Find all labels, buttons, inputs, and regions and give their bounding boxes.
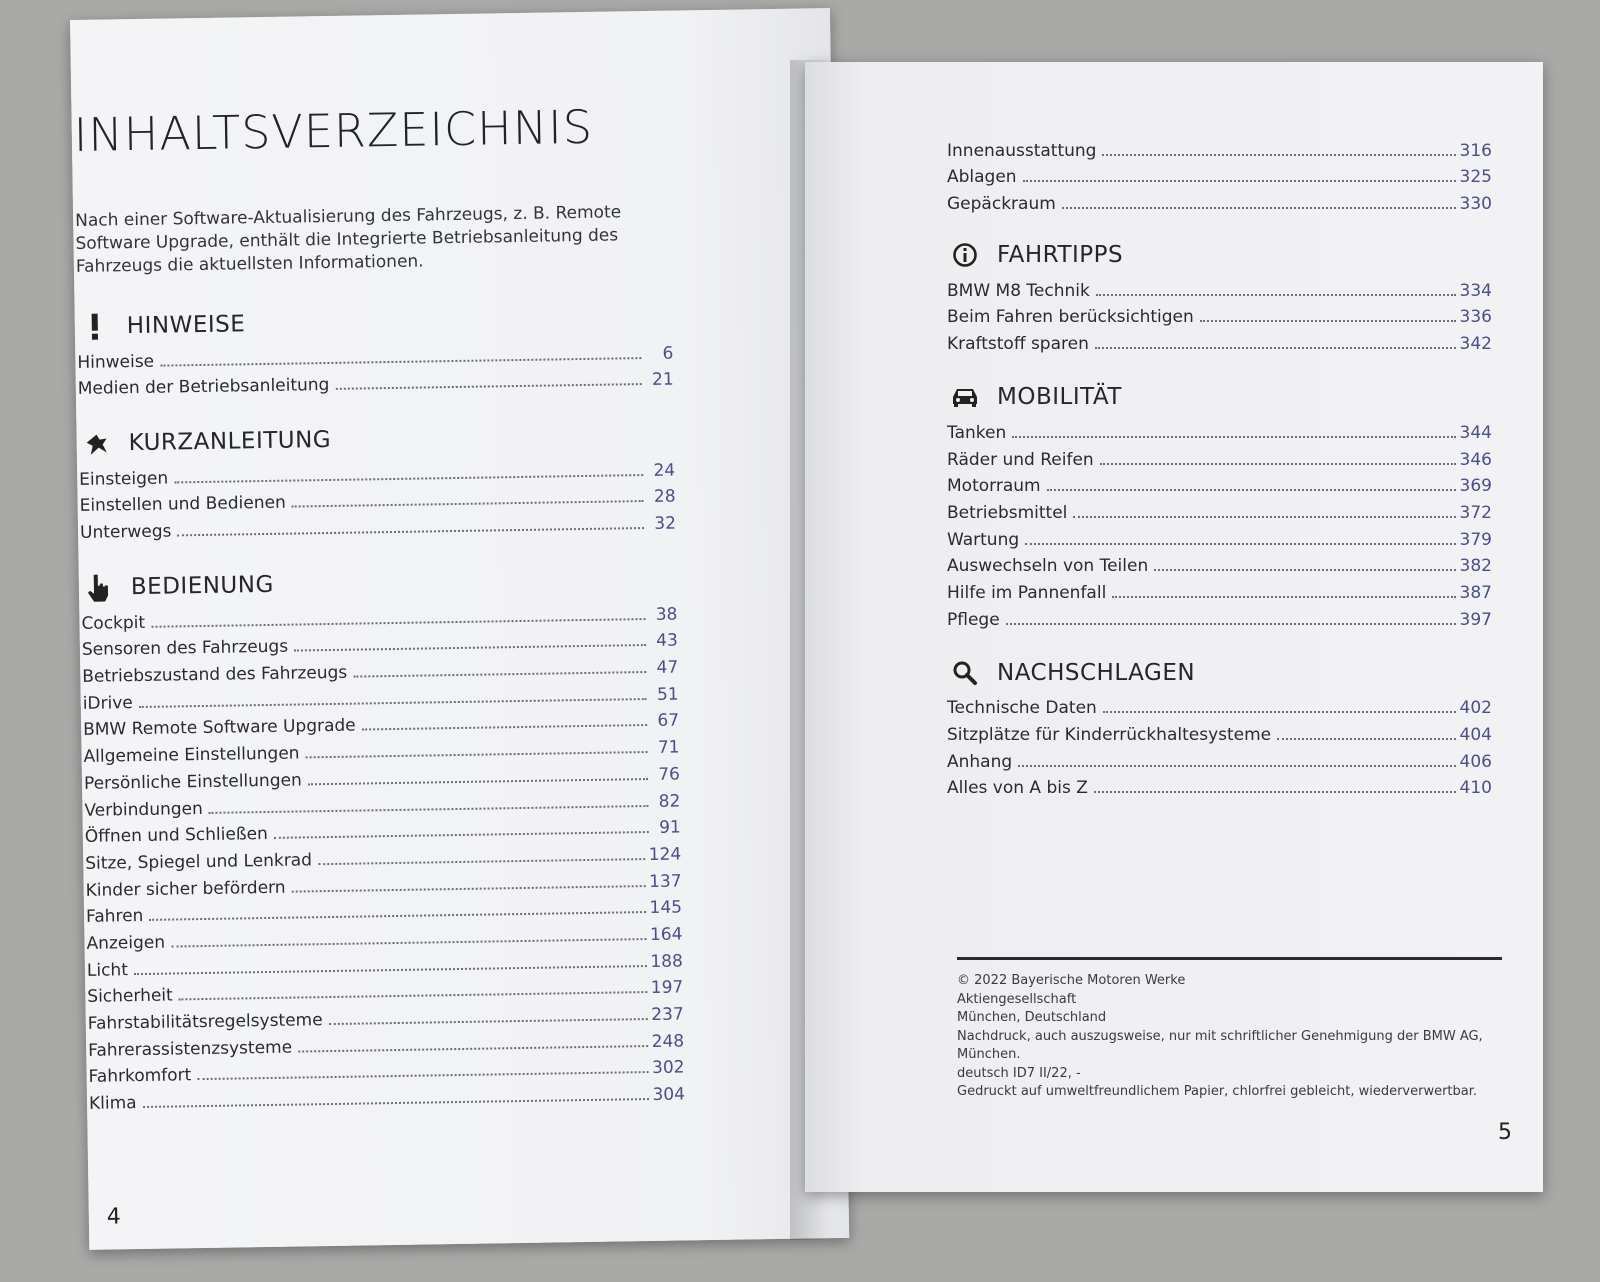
toc-entry[interactable]: Ablagen 325 [947,167,1492,188]
hand-pointer-icon [81,572,117,603]
page-number-left: 4 [106,1204,122,1230]
toc-entry[interactable]: Allgemeine Einstellungen 71 [83,737,680,768]
info-circle-icon [947,242,983,268]
section-heading: BEDIENUNG [130,571,275,601]
section-bedienung [81,560,685,1114]
toc-entry[interactable]: Pflege 397 [947,609,1492,630]
toc-entry[interactable]: Wartung 379 [947,529,1492,550]
toc-entry[interactable]: Technische Daten 402 [947,698,1492,719]
toc-entry[interactable]: Fahren 145 [85,897,683,928]
imprint-line: deutsch ID7 II/22, - [957,1065,1081,1081]
toc-entry[interactable]: Räder und Reifen 346 [947,449,1492,470]
section-heading: MOBILITÄT [997,384,1122,411]
toc-entry[interactable]: iDrive 51 [82,684,679,714]
intro-text: Nach einer Software-Aktualisierung des Fahrzeugs, z. B. Remote Software Upgrade, enthält die Integrierte Betriebsanleitung des Fahrzeugs die aktuellsten Informationen. [74,202,622,277]
toc-entry[interactable]: Sitze, Spiegel und Lenkrad 124 [85,844,682,874]
imprint-line: Aktiengesellschaft [957,991,1077,1007]
toc-entry[interactable]: Sensoren des Fahrzeugs 43 [81,630,678,661]
left-page [70,8,849,1250]
toc-entry[interactable]: Unterwegs 32 [79,513,677,543]
toc-entry[interactable]: Hilfe im Pannenfall 387 [947,582,1492,603]
toc-entry[interactable]: Kraftstoff sparen 342 [947,334,1492,355]
toc-entry[interactable]: Cockpit 38 [81,604,678,634]
imprint-line: Gedruckt auf umweltfreundlichem Papier, chlorfrei gebleicht, wiederverwertbar. [957,1084,1478,1099]
toc-entry[interactable]: Sicherheit 197 [87,977,684,1008]
toc-entry[interactable]: Innenausstattung 316 [947,140,1492,161]
toc-entry[interactable]: Klima 304 [88,1084,686,1114]
section-heading: FAHRTIPPS [997,242,1124,269]
imprint [957,972,1517,1102]
toc-entry[interactable]: Verbindungen 82 [84,791,681,821]
section-heading: NACHSCHLAGEN [997,659,1196,686]
imprint-line: Nachdruck, auch auszugsweise, nur mit schriftlicher Genehmigung der BMW AG, [957,1028,1483,1044]
magnifier-icon [947,660,983,686]
toc-entry[interactable]: Fahrerassistenzsysteme 248 [88,1031,685,1061]
toc-entry[interactable]: Sitzplätze für Kinderrückhaltesysteme 404 [947,725,1492,745]
toc-entry[interactable]: Auswechseln von Teilen 382 [947,556,1492,577]
imprint-line: © 2022 Bayerische Motoren Werke [957,973,1186,988]
toc-entry[interactable]: Alles von A bis Z 410 [947,778,1492,799]
toc-entry[interactable]: Hinweise 6 [77,343,674,373]
toc-entry[interactable]: Tanken 344 [947,422,1492,443]
toc-entry[interactable]: Betriebsmittel 372 [947,502,1492,523]
section-heading: HINWEISE [126,311,246,340]
toc-entry[interactable]: Einsteigen 24 [79,460,676,490]
toc-entry[interactable]: Medien der Betriebsanleitung 21 [77,369,674,400]
toc-entry[interactable]: Beim Fahren berücksichtigen 336 [947,307,1492,328]
exclamation-icon [77,312,113,341]
toc-entry[interactable]: Anzeigen 164 [86,924,683,954]
pin-icon [78,430,114,457]
continued-entries [947,134,1492,214]
page-title: INHALTSVERZEICHNIS [73,99,594,162]
page-number-right: 5 [1498,1120,1512,1145]
section-mobilitaet [947,378,1492,630]
toc-entry[interactable]: BMW Remote Software Upgrade 67 [83,710,680,741]
toc-entry[interactable]: Fahrstabilitätsregelsysteme 237 [87,1004,684,1034]
section-heading: KURZANLEITUNG [128,426,332,457]
imprint-line: München, Deutschland [957,1010,1107,1025]
toc-entry[interactable]: Fahrkomfort 302 [88,1057,685,1088]
toc-entry[interactable]: Betriebszustand des Fahrzeugs 47 [82,657,679,687]
imprint-divider [957,957,1502,960]
toc-entry[interactable]: Kinder sicher befördern 137 [85,871,682,901]
car-icon [947,386,983,408]
toc-entry[interactable]: Motorraum 369 [947,476,1492,497]
toc-entry[interactable]: Gepäckraum 330 [947,194,1492,215]
section-nachschlagen [947,654,1492,799]
toc-entry[interactable]: Anhang 406 [947,751,1492,772]
toc-entry[interactable]: Öffnen und Schließen 91 [84,817,681,848]
right-page [805,62,1543,1192]
section-fahrtipps [947,236,1492,354]
toc-entry[interactable]: Einstellen und Bedienen 28 [79,486,676,517]
section-hinweise [77,299,674,400]
imprint-line: München. [957,1047,1021,1062]
toc-entry[interactable]: Licht 188 [86,951,684,981]
toc-entry[interactable]: BMW M8 Technik 334 [947,280,1492,301]
toc-entry[interactable]: Persönliche Einstellungen 76 [83,764,681,794]
section-kurzanleitung [78,416,676,543]
